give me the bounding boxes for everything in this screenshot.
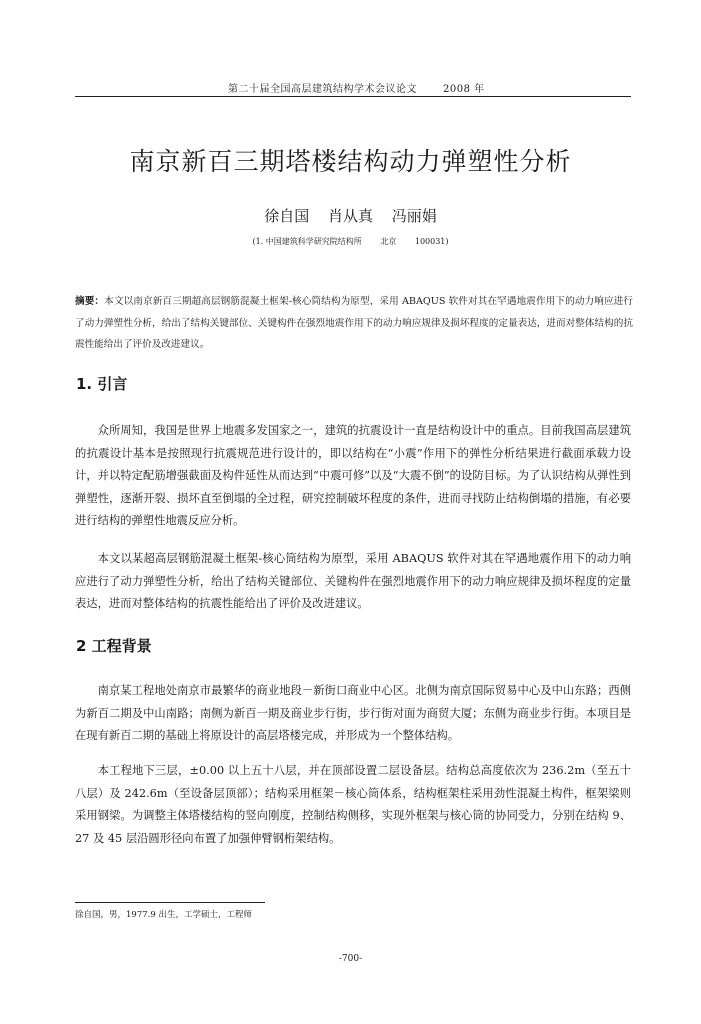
intro-paragraph-2: 本文以某超高层钢筋混凝土框架-核心筒结构为原型，采用 ABAQUS 软件对其在罕遇地震作用下的动力响应进行了动力弹塑性分析，给出了结构关键部位、关键构件在强烈地震作用下的动力响应规律及损坏程度的定量表达，进而对整体结构的抗震性能给出了评价及改进建议。 bbox=[75, 552, 631, 610]
affiliation-city: 北京 bbox=[380, 237, 397, 246]
running-header bbox=[228, 80, 528, 95]
running-header-conference: 第二十届全国高层建筑结构学术会议论文 bbox=[228, 84, 417, 95]
affiliation-postcode: 100031) bbox=[414, 237, 449, 246]
author-name: 冯丽娟 bbox=[391, 207, 437, 225]
abstract-text: 本文以南京新百三期超高层钢筋混凝土框架-核心筒结构为原型，采用 ABAQUS 软件对其在罕遇地震作用下的动力响应进行了动力弹塑性分析，给出了结构关键部位、关键构件在强烈地震作用下的动力响应规律及损坏程度的定量表达，进而对整体结构的抗震性能给出了评价及改进建议。 bbox=[75, 296, 633, 350]
author-list bbox=[0, 205, 701, 226]
background-paragraph-2: 本工程地下三层，±0.00 以上五十八层，并在顶部设置二层设备层。结构总高度依次为 236.2m（至五十八层）及 242.6m（至设备层顶部）；结构采用框架－核心筒体系，结构框架柱采用劲性混凝土构件，框架梁则采用钢梁。为调整主体塔楼结构的竖向刚度，控制结构侧移，实现外框架与核心筒的协同受力，分别在结构 9、27 及 45 层沿圆形径向布置了加强伸臂钢桁架结构。 bbox=[75, 764, 631, 845]
section-heading-introduction: 1. 引言 bbox=[76, 375, 128, 393]
paper-title: 南京新百三期塔楼结构动力弹塑性分析 bbox=[129, 147, 572, 176]
author-name: 肖从真 bbox=[327, 207, 373, 225]
header-rule bbox=[75, 96, 631, 97]
affiliation bbox=[0, 236, 701, 247]
intro-paragraph-1: 众所周知，我国是世界上地震多发国家之一，建筑的抗震设计一直是结构设计中的重点。目前我国高层建筑的抗震设计基本是按照现行抗震规范进行设计的，即以结构在“小震”作用下的弹性分析结果进行截面承载力设计，并以特定配筋增强截面及构件延性从而达到“中震可修”以及“大震不倒”的设防目标。为了认识结构从弹性到弹塑性，逐渐开裂、损坏直至倒塌的全过程，研究控制破坏程度的条件，进而寻找防止结构倒塌的措施，有必要进行结构的弹塑性地震反应分析。 bbox=[75, 424, 631, 527]
background-paragraph-1: 南京某工程地处南京市最繁华的商业地段－新街口商业中心区。北侧为南京国际贸易中心及中山东路；西侧为新百二期及中山南路；南侧为新百一期及商业步行街，步行街对面为商贸大厦；东侧为商业步行街。本项目是在现有新百二期的基础上将原设计的高层塔楼完成，并形成为一个整体结构。 bbox=[75, 684, 631, 742]
section-heading-background: 2 工程背景 bbox=[76, 637, 152, 655]
affiliation-org: (1. 中国建筑科学研究院结构所 bbox=[252, 237, 362, 246]
running-header-year: 2008 年 bbox=[443, 84, 485, 95]
author-footnote: 徐自国，男，1977.9 出生，工学硕士，工程师 bbox=[75, 910, 252, 920]
footnote-rule bbox=[75, 902, 265, 903]
author-name: 徐自国 bbox=[264, 207, 310, 225]
abstract bbox=[75, 291, 633, 356]
page-number: -700- bbox=[338, 954, 363, 964]
abstract-label: 摘要： bbox=[75, 296, 105, 307]
